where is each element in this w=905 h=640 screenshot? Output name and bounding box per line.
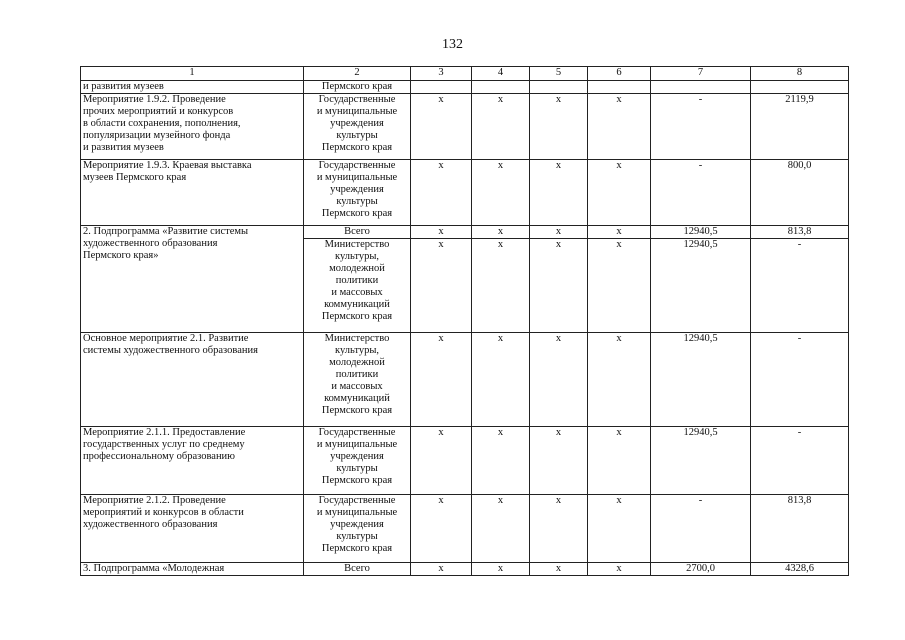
column-header: 7 [651, 67, 751, 81]
table-row [81, 495, 849, 563]
column-header: 6 [588, 67, 651, 81]
table-row [81, 94, 849, 160]
col5-cell [530, 81, 588, 94]
col6-cell [588, 81, 651, 94]
row-title-cell: Мероприятие 2.1.1. Предоставление государственных услуг по среднему профессиональному образованию [81, 427, 304, 495]
col3-cell: х [411, 226, 472, 239]
col3-cell: х [411, 427, 472, 495]
responsible-cell: Государственные и муниципальные учреждения культуры Пермского края [304, 94, 411, 160]
table-row [81, 427, 849, 495]
col6-cell: х [588, 563, 651, 576]
col5-cell: х [530, 239, 588, 333]
col7-value-cell: 2700,0 [651, 563, 751, 576]
column-header: 5 [530, 67, 588, 81]
responsible-cell: Государственные и муниципальные учреждения культуры Пермского края [304, 495, 411, 563]
column-header: 1 [81, 67, 304, 81]
col8-value-cell [751, 81, 849, 94]
row-title-cell: Мероприятие 2.1.2. Проведение мероприятий и конкурсов в области художественного образования [81, 495, 304, 563]
table-row [81, 226, 849, 239]
col6-cell: х [588, 427, 651, 495]
col8-value-cell: - [751, 427, 849, 495]
col3-cell: х [411, 495, 472, 563]
responsible-cell: Всего [304, 563, 411, 576]
row-title-cell: и развития музеев [81, 81, 304, 94]
responsible-cell: Министерство культуры, молодежной политики и массовых коммуникаций Пермского края [304, 239, 411, 333]
responsible-cell: Государственные и муниципальные учреждения культуры Пермского края [304, 160, 411, 226]
row-title-cell: Мероприятие 1.9.3. Краевая выставка музеев Пермского края [81, 160, 304, 226]
row-title-cell: 3. Подпрограмма «Молодежная [81, 563, 304, 576]
col6-cell: х [588, 94, 651, 160]
col7-value-cell: 12940,5 [651, 333, 751, 427]
col3-cell: х [411, 94, 472, 160]
row-title-cell: 2. Подпрограмма «Развитие системы художественного образования Пермского края» [81, 226, 304, 333]
responsible-cell: Пермского края [304, 81, 411, 94]
col5-cell: х [530, 427, 588, 495]
budget-table [80, 66, 849, 576]
responsible-cell: Государственные и муниципальные учреждения культуры Пермского края [304, 427, 411, 495]
col4-cell: х [472, 495, 530, 563]
column-header: 4 [472, 67, 530, 81]
col7-value-cell: 12940,5 [651, 239, 751, 333]
col4-cell: х [472, 226, 530, 239]
table-row [81, 81, 849, 94]
col6-cell: х [588, 239, 651, 333]
col6-cell: х [588, 333, 651, 427]
col3-cell: х [411, 239, 472, 333]
col8-value-cell: 800,0 [751, 160, 849, 226]
responsible-cell: Всего [304, 226, 411, 239]
row-title-cell: Мероприятие 1.9.2. Проведение прочих мероприятий и конкурсов в области сохранения, пополнения, популяризации музейного фонда и развития музеев [81, 94, 304, 160]
col3-cell: х [411, 160, 472, 226]
column-header: 8 [751, 67, 849, 81]
table-row [81, 160, 849, 226]
row-title-cell: Основное мероприятие 2.1. Развитие системы художественного образования [81, 333, 304, 427]
col8-value-cell: - [751, 239, 849, 333]
responsible-cell: Министерство культуры, молодежной политики и массовых коммуникаций Пермского края [304, 333, 411, 427]
page-number: 132 [442, 37, 463, 52]
col3-cell: х [411, 563, 472, 576]
col4-cell: х [472, 94, 530, 160]
table-row [81, 563, 849, 576]
col8-value-cell: - [751, 333, 849, 427]
col3-cell: х [411, 333, 472, 427]
col3-cell [411, 81, 472, 94]
col6-cell: х [588, 495, 651, 563]
table-row [81, 333, 849, 427]
col5-cell: х [530, 563, 588, 576]
col7-value-cell [651, 81, 751, 94]
col5-cell: х [530, 94, 588, 160]
col4-cell: х [472, 427, 530, 495]
col7-value-cell: - [651, 160, 751, 226]
col5-cell: х [530, 333, 588, 427]
col8-value-cell: 813,8 [751, 226, 849, 239]
col4-cell: х [472, 160, 530, 226]
col7-value-cell: - [651, 94, 751, 160]
col4-cell: х [472, 333, 530, 427]
col5-cell: х [530, 495, 588, 563]
col8-value-cell: 4328,6 [751, 563, 849, 576]
col4-cell: х [472, 563, 530, 576]
col6-cell: х [588, 160, 651, 226]
col5-cell: х [530, 160, 588, 226]
col5-cell: х [530, 226, 588, 239]
table-body [81, 81, 849, 576]
column-header: 2 [304, 67, 411, 81]
col7-value-cell: 12940,5 [651, 427, 751, 495]
col4-cell: х [472, 239, 530, 333]
col8-value-cell: 2119,9 [751, 94, 849, 160]
col6-cell: х [588, 226, 651, 239]
col7-value-cell: - [651, 495, 751, 563]
col7-value-cell: 12940,5 [651, 226, 751, 239]
col8-value-cell: 813,8 [751, 495, 849, 563]
table-header-row [81, 67, 849, 81]
column-header: 3 [411, 67, 472, 81]
col4-cell [472, 81, 530, 94]
